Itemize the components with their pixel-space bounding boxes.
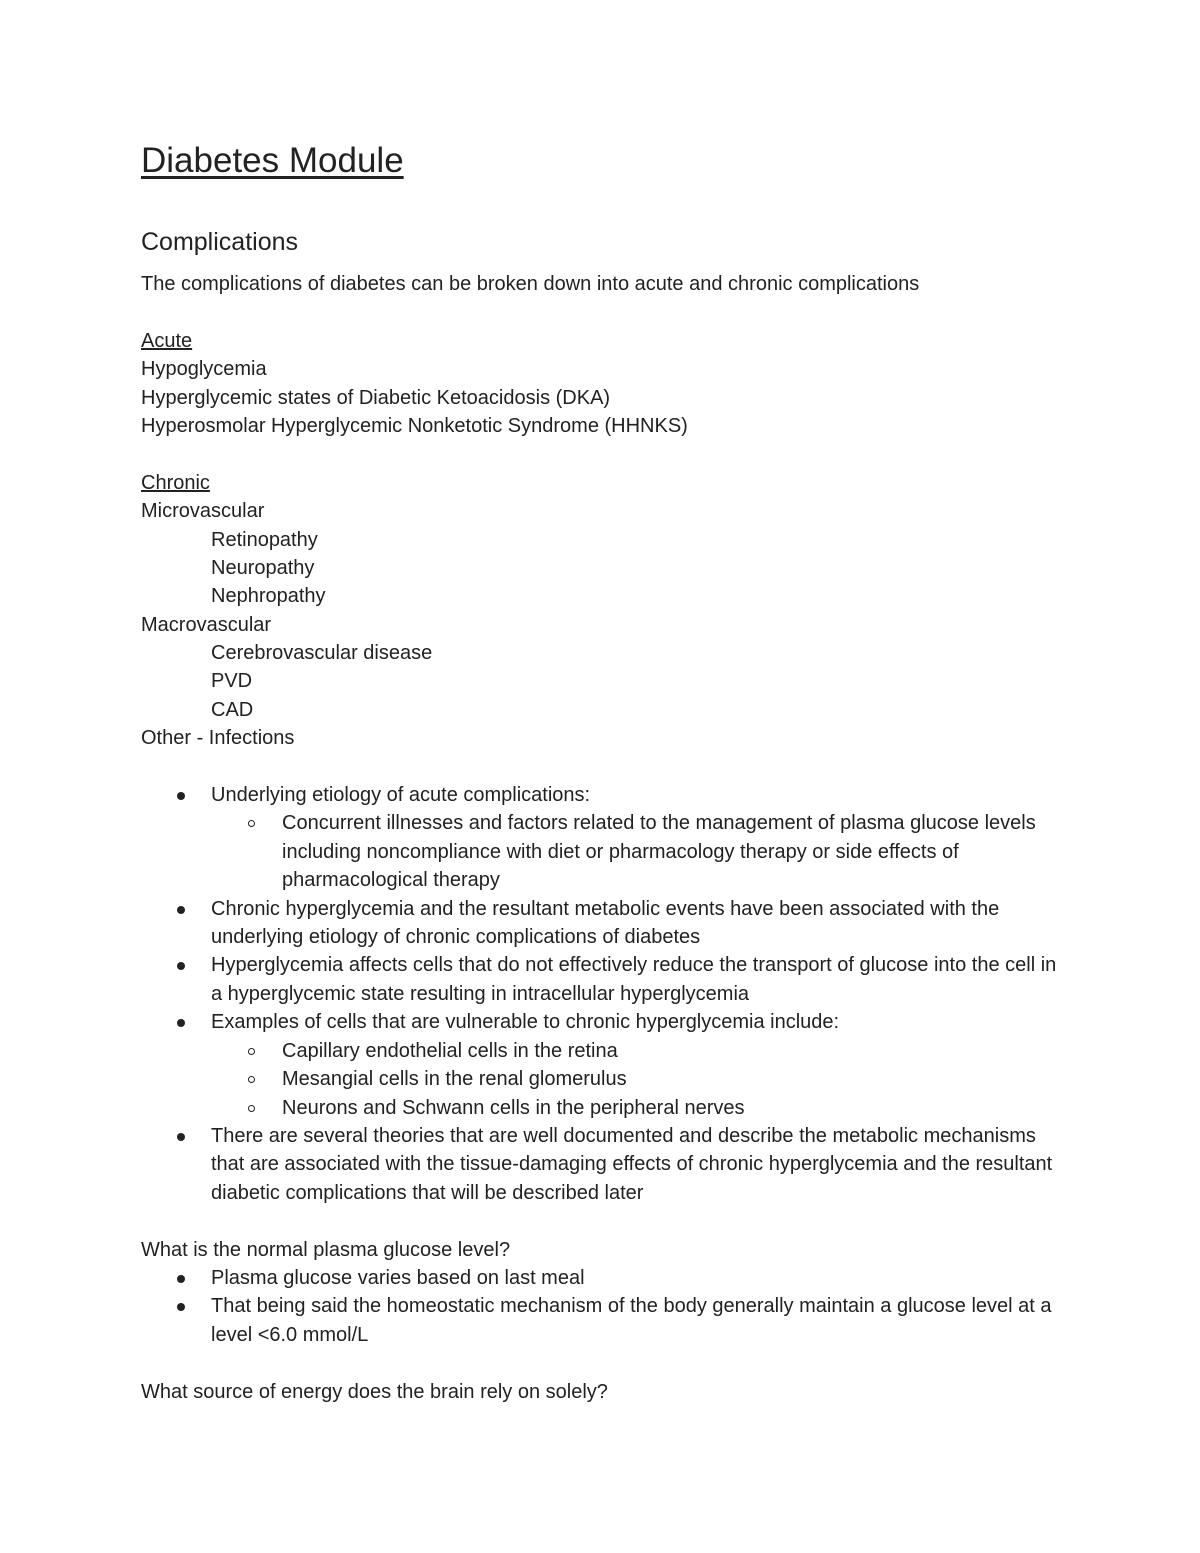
acute-item: Hyperglycemic states of Diabetic Ketoacidosis (DKA) — [141, 386, 611, 409]
list-item: Neurons and Schwann cells in the peripheral nerves — [211, 1094, 1071, 1122]
intro-paragraph: The complications of diabetes can be broken down into acute and chronic complications — [141, 273, 920, 295]
glucose-bullet-list — [141, 1264, 1071, 1349]
macrovascular-item: CAD — [211, 698, 254, 721]
macrovascular-label: Macrovascular — [141, 613, 272, 636]
list-item: Examples of cells that are vulnerable to chronic hyperglycemia include: Capillary endothelial cells in the retina Mesangial cells in the renal glomerulus Neurons and Schwann cells in the peripheral nerves — [141, 1008, 1071, 1122]
list-item: Capillary endothelial cells in the retina — [211, 1037, 1071, 1065]
sub-bullet-list — [211, 1037, 1071, 1122]
filled-bullet-icon — [177, 792, 185, 800]
list-item: Hyperglycemia affects cells that do not effectively reduce the transport of glucose into the cell in a hyperglycemic state resulting in intracellular hyperglycemia — [141, 951, 1071, 1008]
filled-bullet-icon — [177, 1133, 185, 1141]
microvascular-item: Retinopathy — [211, 528, 318, 551]
document-title: Diabetes Module — [141, 141, 404, 180]
filled-bullet-icon — [177, 962, 185, 970]
section-heading-complications: Complications — [141, 228, 299, 256]
filled-bullet-icon — [177, 1275, 185, 1283]
macrovascular-item: Cerebrovascular disease — [211, 642, 433, 665]
list-item: That being said the homeostatic mechanism of the body generally maintain a glucose level at a level <6.0 mmol/L — [141, 1292, 1071, 1349]
acute-label: Acute — [141, 329, 193, 352]
filled-bullet-icon — [177, 1303, 185, 1311]
list-item: Underlying etiology of acute complications: Concurrent illnesses and factors related to the management of plasma glucose levels including noncompliance with diet or pharmacology therapy or side effects of pharmacological therapy — [141, 781, 1071, 895]
list-item: Concurrent illnesses and factors related to the management of plasma glucose levels including noncompliance with diet or pharmacology therapy or side effects of pharmacological therapy — [211, 809, 1071, 894]
question-normal-glucose: What is the normal plasma glucose level? — [141, 1238, 511, 1261]
acute-item: Hyperosmolar Hyperglycemic Nonketotic Syndrome (HHNKS) — [141, 414, 688, 437]
chronic-label: Chronic — [141, 471, 210, 494]
filled-bullet-icon — [177, 906, 185, 914]
hollow-bullet-icon — [248, 1105, 255, 1112]
document-body — [141, 270, 1071, 1406]
list-item: There are several theories that are well documented and describe the metabolic mechanisms that are associated with the tissue-damaging effects of chronic hyperglycemia and the resultant diabetic complications that will be described later — [141, 1122, 1071, 1207]
list-item: Plasma glucose varies based on last meal — [141, 1264, 1071, 1292]
question-brain-energy: What source of energy does the brain rely on solely? — [141, 1380, 608, 1403]
sub-bullet-list — [211, 809, 1071, 894]
microvascular-item: Nephropathy — [211, 585, 326, 608]
hollow-bullet-icon — [248, 820, 255, 827]
microvascular-label: Microvascular — [141, 500, 265, 523]
list-item: Mesangial cells in the renal glomerulus — [211, 1065, 1071, 1093]
hollow-bullet-icon — [248, 1076, 255, 1083]
other-infections: Other - Infections — [141, 727, 295, 750]
etiology-bullet-list — [141, 781, 1071, 1207]
hollow-bullet-icon — [248, 1048, 255, 1055]
acute-item: Hypoglycemia — [141, 358, 267, 381]
microvascular-item: Neuropathy — [211, 556, 315, 579]
list-item: Chronic hyperglycemia and the resultant metabolic events have been associated with the underlying etiology of chronic complications of diabetes — [141, 895, 1071, 952]
macrovascular-item: PVD — [211, 670, 253, 693]
filled-bullet-icon — [177, 1019, 185, 1027]
